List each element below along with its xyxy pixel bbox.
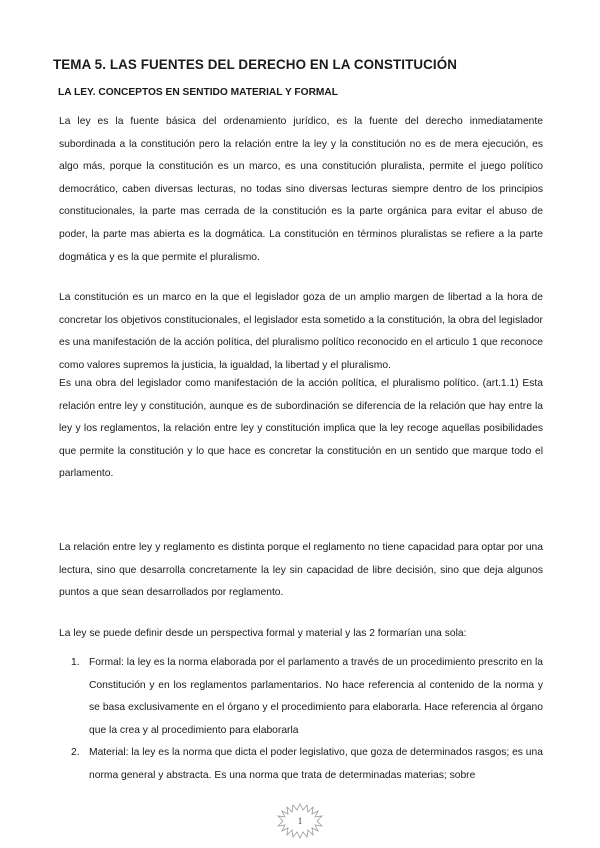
list-item-number: 2. [71,747,80,759]
list-item [59,652,543,742]
paragraph-4: La relación entre ley y reglamento es distinta porque el reglamento no tiene capacidad para optar por una lectura, sino que desarrolla concretamente la ley sin capacidad de libre decisión, sino que deja algunos puntos a que sean desarrollados por reglamento. [59,542,543,599]
list-item [59,742,543,787]
section-subtitle: LA LEY. CONCEPTOS EN SENTIDO MATERIAL Y FORMAL [58,87,338,98]
list-item-number: 1. [71,657,80,668]
document-title: TEMA 5. LAS FUENTES DEL DERECHO EN LA CONSTITUCIÓN [53,57,458,72]
definition-list [59,652,543,788]
paragraph-3: Es una obra del legislador como manifestación de la acción política, el pluralismo político. (art.1.1) Esta relación entre ley y constitución, aunque es de subordinación se diferencia de la relación que hay entre la ley y los reglamentos, la relación entre ley y constitución implica que la ley recoge aquellas posibilidades que permite la constitución y lo que hace es concretar la constitución en un sentido que marque todo el parlamento. [59,378,543,480]
paragraph-5: La ley se puede definir desde un perspectiva formal y material y las 2 formarían una sola: [59,628,467,639]
page-number: 1 [297,816,303,826]
list-item-text: Formal: la ley es la norma elaborada por el parlamento a través de un procedimiento prescrito en la Constitución y en los reglamentos parlamentarios. No hace referencia al contenido de la norma y se basa exclusivamente en el órgano y el procedimiento para elaborarla. Hace referencia al órgano que la crea y al procedimiento para elaborarla [89,657,543,736]
paragraph-1: La ley es la fuente básica del ordenamiento jurídico, es la fuente del derecho inmediatamente subordinada a la constitución pero la relación entre la ley y la constitución no es de mera ejecución, es algo más, porque la constitución es un marco, es una constitución pluralista, permite el juego político democrático, caben diversas lecturas, no todas sino diversas lecturas siempre dentro de los principios constitucionales, la parte mas cerrada de la constitución es la parte orgánica para evitar el abuso de poder, la parte mas abierta es la dogmática. La constitución en términos pluralistas se refiere a la parte dogmática y es la que permite el pluralismo. [59,116,543,263]
list-item-text: Material: la ley es la norma que dicta el poder legislativo, que goza de determinados rasgos; es una norma general y abstracta. Es una norma que trata de determinadas materias; sobre [89,747,543,781]
page-number-badge [271,803,329,839]
paragraph-2: La constitución es un marco en la que el legislador goza de un amplio margen de libertad a la hora de concretar los objetivos constitucionales, el legislador esta sometido a la constitución, la obra del legislador es una manifestación de la acción política, del pluralismo político reconocido en el articulo 1 que reconoce como valores supremos la justicia, la igualdad, la libertad y el pluralismo. [59,292,543,371]
